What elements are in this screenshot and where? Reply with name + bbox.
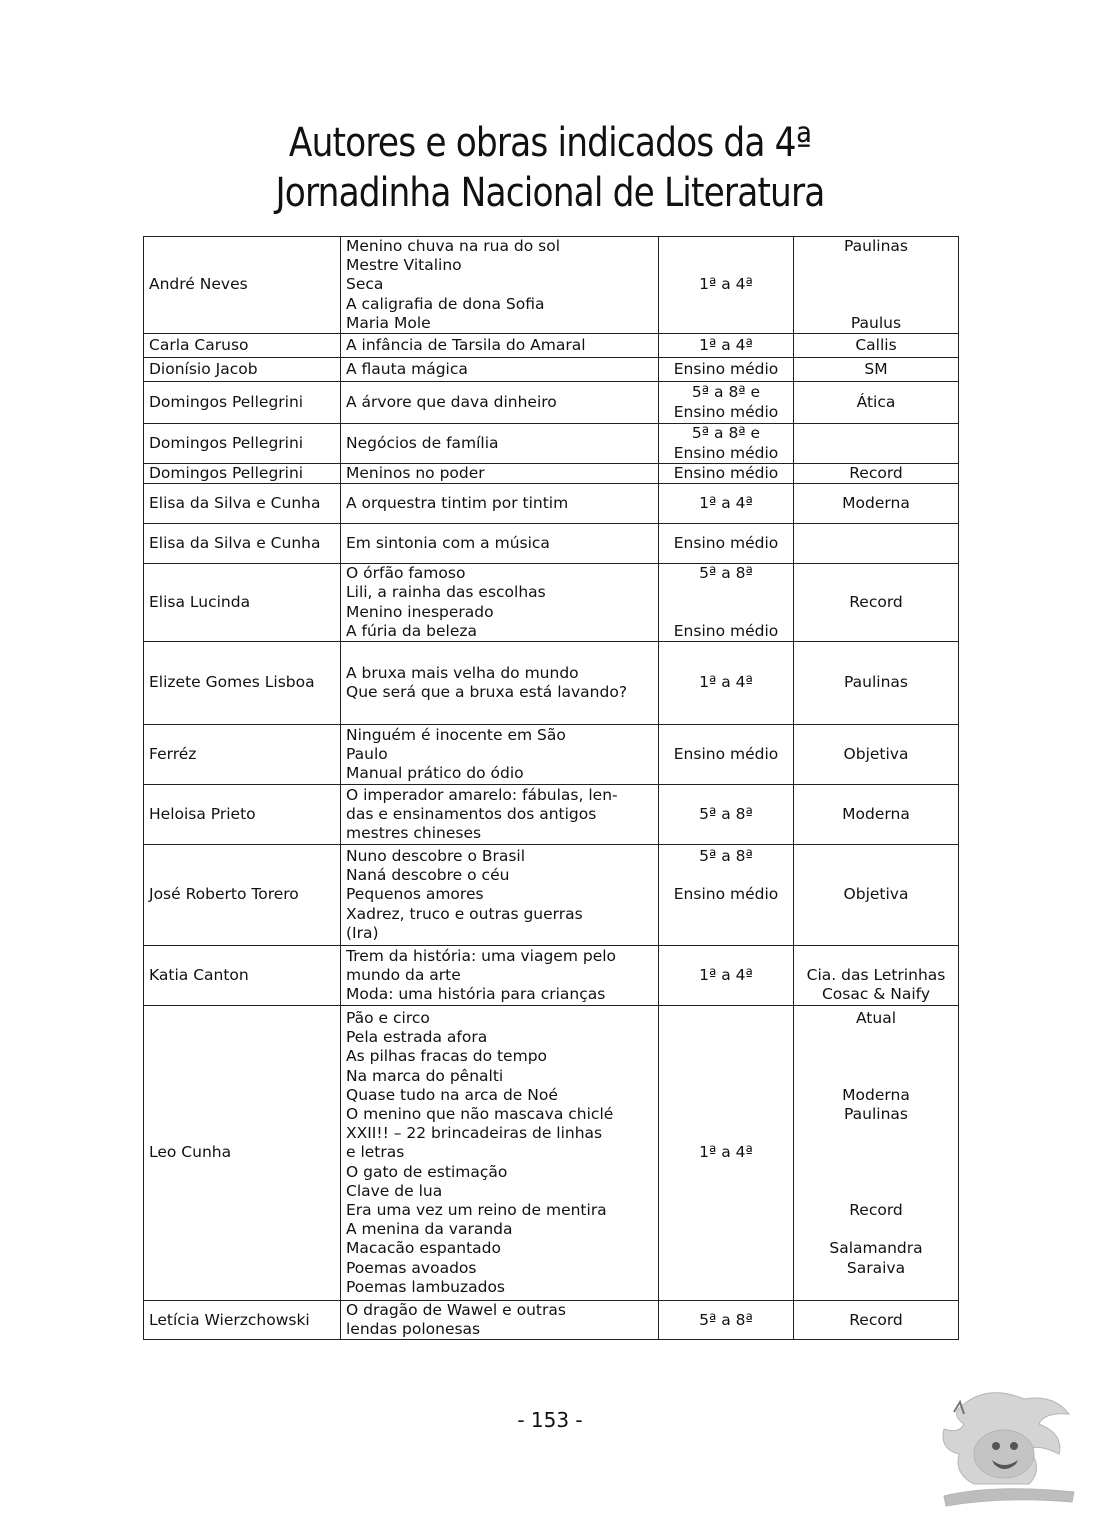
work-title-line: Mestre Vitalino (346, 256, 462, 275)
work-title-cell (341, 946, 659, 1006)
table-row (144, 484, 959, 524)
work-title-line: lendas polonesas (346, 1320, 481, 1339)
page-title (77, 118, 1023, 218)
publisher-line: Paulinas (844, 673, 908, 692)
author-cell (144, 382, 341, 424)
work-title-line: e letras (346, 1143, 405, 1162)
school-level-line: 5ª a 8ª (699, 564, 753, 583)
table-row (144, 642, 959, 725)
publisher-line: Paulinas (844, 237, 908, 255)
author-name: Leo Cunha (149, 1143, 232, 1162)
publisher-line: Objetiva (843, 744, 909, 763)
school-level-line: Ensino médio (673, 744, 779, 763)
publisher-cell (794, 382, 959, 424)
publisher-cell (794, 1006, 959, 1301)
publisher-cell (794, 946, 959, 1006)
publisher-cell (794, 725, 959, 785)
authors-table (143, 236, 959, 1340)
table-row (144, 1301, 959, 1340)
author-name: André Neves (149, 275, 248, 294)
publisher-cell (794, 524, 959, 564)
author-cell (144, 642, 341, 725)
school-level-cell (659, 785, 794, 845)
publisher-line (799, 1067, 953, 1086)
school-level-line (664, 924, 788, 943)
dragon-mascot-icon (934, 1384, 1084, 1509)
work-title-line: A flauta mágica (346, 359, 468, 378)
author-cell (144, 464, 341, 484)
work-title-line: O menino que não mascava chiclé (346, 1105, 614, 1124)
school-level-line: Ensino médio (673, 443, 779, 462)
publisher-line (799, 1163, 953, 1182)
work-title-line: XXII!! – 22 brincadeiras de linhas (346, 1124, 603, 1143)
work-title-line: O imperador amarelo: fábulas, len- (346, 785, 618, 804)
work-title-line: Poemas lambuzados (346, 1277, 506, 1296)
school-level-line: Ensino médio (673, 402, 779, 421)
work-title-cell (341, 785, 659, 845)
author-name: Elisa Lucinda (149, 593, 251, 612)
table-row (144, 564, 959, 642)
work-title-cell (341, 484, 659, 524)
school-level-cell (659, 464, 794, 484)
author-name: Elisa da Silva e Cunha (149, 534, 321, 553)
publisher-line: Salamandra (829, 1239, 923, 1258)
publisher-line (799, 295, 953, 314)
work-title-cell (341, 524, 659, 564)
school-level-cell (659, 1006, 794, 1301)
publisher-line: Record (849, 593, 903, 612)
publisher-cell (794, 358, 959, 382)
table-row (144, 334, 959, 358)
publisher-cell (794, 334, 959, 358)
author-name: Domingos Pellegrini (149, 464, 304, 483)
school-level-line: 1ª a 4ª (699, 335, 753, 354)
table-row (144, 464, 959, 484)
work-title-cell (341, 725, 659, 785)
school-level-cell (659, 845, 794, 946)
work-title-line: das e ensinamentos dos antigos (346, 804, 597, 823)
work-title-cell (341, 464, 659, 484)
work-title-cell (341, 237, 659, 334)
work-title-line: Ninguém é inocente em São (346, 725, 566, 744)
author-name: Heloisa Prieto (149, 804, 256, 823)
author-cell (144, 564, 341, 642)
publisher-line (799, 256, 953, 275)
publisher-cell (794, 424, 959, 464)
publisher-line: Moderna (842, 804, 910, 823)
publisher-cell (794, 564, 959, 642)
table-row (144, 845, 959, 946)
work-title-line: Em sintonia com a música (346, 534, 550, 553)
school-level-cell (659, 1301, 794, 1340)
school-level-line (664, 905, 788, 924)
page-number: - 153 - (517, 1408, 583, 1432)
work-title-cell (341, 358, 659, 382)
publisher-line: Saraiva (846, 1258, 906, 1277)
school-level-cell (659, 382, 794, 424)
author-cell (144, 237, 341, 334)
school-level-cell (659, 725, 794, 785)
page-title-line-2: Jornadinha Nacional de Literatura (275, 170, 825, 216)
author-name: Domingos Pellegrini (149, 433, 304, 452)
publisher-line: Paulus (850, 313, 902, 332)
publisher-line (799, 1278, 953, 1297)
work-title-cell (341, 334, 659, 358)
work-title-line: A orquestra tintim por tintim (346, 494, 569, 513)
publisher-line (799, 947, 953, 966)
work-title-line: Pela estrada afora (346, 1028, 488, 1047)
work-title-line: A infância de Tarsila do Amaral (346, 335, 586, 354)
author-name: Ferréz (149, 744, 197, 763)
table-row (144, 725, 959, 785)
school-level-cell (659, 484, 794, 524)
school-level-line: 1ª a 4ª (699, 275, 753, 294)
school-level-line: 1ª a 4ª (699, 494, 753, 513)
publisher-line: Record (849, 1201, 903, 1220)
author-cell (144, 725, 341, 785)
work-title-line: Naná descobre o céu (346, 866, 510, 885)
work-title-line: Menino chuva na rua do sol (346, 237, 561, 255)
author-name: Dionísio Jacob (149, 359, 258, 378)
work-title-line: mundo da arte (346, 965, 461, 984)
school-level-line: 5ª a 8ª e (691, 424, 761, 443)
school-level-cell (659, 946, 794, 1006)
publisher-line (799, 1028, 953, 1047)
author-cell (144, 334, 341, 358)
school-level-line: 5ª a 8ª (699, 847, 753, 866)
publisher-line: Moderna (842, 494, 910, 513)
work-title-cell (341, 1006, 659, 1301)
school-level-line: Ensino médio (673, 885, 779, 904)
work-title-line: Macacão espantado (346, 1239, 501, 1258)
work-title-line: Paulo (346, 744, 388, 763)
school-level-cell (659, 524, 794, 564)
work-title-cell (341, 642, 659, 725)
publisher-line: Callis (855, 335, 897, 354)
work-title-line: Xadrez, truco e outras guerras (346, 904, 583, 923)
author-cell (144, 785, 341, 845)
publisher-line (799, 534, 953, 553)
school-level-cell (659, 642, 794, 725)
school-level-line: 5ª a 8ª e (691, 383, 761, 402)
work-title-line: Menino inesperado (346, 602, 494, 621)
table-row (144, 424, 959, 464)
publisher-line (799, 1182, 953, 1201)
school-level-line: Ensino médio (673, 464, 779, 483)
work-title-line: Era uma vez um reino de mentira (346, 1201, 607, 1220)
publisher-line: Ática (856, 392, 896, 411)
publisher-line: SM (864, 359, 888, 378)
school-level-line: Ensino médio (673, 621, 779, 640)
author-name: Elizete Gomes Lisboa (149, 673, 315, 692)
author-name: Katia Canton (149, 965, 249, 984)
author-name: Letícia Wierzchowski (149, 1310, 310, 1329)
work-title-line: O gato de estimação (346, 1162, 508, 1181)
school-level-line (664, 603, 788, 622)
publisher-line (799, 1220, 953, 1239)
work-title-line: Maria Mole (346, 313, 431, 332)
work-title-line: A fúria da beleza (346, 621, 478, 640)
table-row (144, 358, 959, 382)
publisher-line (799, 1124, 953, 1143)
work-title-line: Que será que a bruxa está lavando? (346, 683, 628, 702)
work-title-line: Negócios de família (346, 433, 499, 452)
publisher-cell (794, 464, 959, 484)
publisher-line: Record (849, 464, 903, 483)
school-level-line: 5ª a 8ª (699, 804, 753, 823)
work-title-cell (341, 845, 659, 946)
work-title-line: Clave de lua (346, 1181, 443, 1200)
author-name: Carla Caruso (149, 335, 249, 354)
work-title-line: A caligrafia de dona Sofia (346, 294, 545, 313)
work-title-line: Trem da história: uma viagem pelo (346, 946, 617, 965)
school-level-cell (659, 237, 794, 334)
table-row (144, 524, 959, 564)
publisher-line (799, 434, 953, 453)
publisher-line (799, 1047, 953, 1066)
school-level-line: Ensino médio (673, 359, 779, 378)
school-level-line: 1ª a 4ª (699, 965, 753, 984)
publisher-cell (794, 484, 959, 524)
author-cell (144, 484, 341, 524)
publisher-line: Atual (855, 1009, 897, 1027)
work-title-line: Meninos no poder (346, 464, 485, 483)
work-title-line: Nuno descobre o Brasil (346, 847, 526, 866)
publisher-cell (794, 237, 959, 334)
author-cell (144, 845, 341, 946)
work-title-line: mestres chineses (346, 824, 482, 843)
table-row (144, 382, 959, 424)
publisher-cell (794, 785, 959, 845)
publisher-line: Cosac & Naify (821, 985, 931, 1004)
work-title-line: A bruxa mais velha do mundo (346, 663, 579, 682)
work-title-line: A menina da varanda (346, 1220, 513, 1239)
school-level-line (664, 583, 788, 602)
school-level-line: 5ª a 8ª (699, 1310, 753, 1329)
page-title-line-1: Autores e obras indicados da 4ª (288, 120, 812, 166)
work-title-line: Quase tudo na arca de Noé (346, 1085, 558, 1104)
school-level-line: 1ª a 4ª (699, 673, 753, 692)
school-level-cell (659, 564, 794, 642)
work-title-line: Seca (346, 275, 384, 294)
work-title-line: Poemas avoados (346, 1258, 477, 1277)
school-level-line: Ensino médio (673, 534, 779, 553)
school-level-cell (659, 358, 794, 382)
school-level-line (664, 866, 788, 885)
publisher-line: Record (849, 1310, 903, 1329)
school-level-cell (659, 424, 794, 464)
work-title-cell (341, 564, 659, 642)
work-title-line: Pequenos amores (346, 885, 484, 904)
table-row (144, 946, 959, 1006)
publisher-line: Paulinas (844, 1105, 908, 1124)
author-cell (144, 1006, 341, 1301)
work-title-line: Manual prático do ódio (346, 764, 524, 783)
author-cell (144, 946, 341, 1006)
work-title-line: As pilhas fracas do tempo (346, 1047, 548, 1066)
work-title-line: Lili, a rainha das escolhas (346, 583, 546, 602)
table-row (144, 1006, 959, 1301)
publisher-cell (794, 845, 959, 946)
work-title-line: Pão e circo (346, 1009, 430, 1027)
work-title-line: Na marca do pênalti (346, 1066, 504, 1085)
publisher-cell (794, 642, 959, 725)
publisher-line: Moderna (842, 1085, 910, 1104)
work-title-line: O dragão de Wawel e outras (346, 1301, 566, 1320)
author-cell (144, 524, 341, 564)
work-title-line: Moda: uma história para crianças (346, 985, 606, 1004)
work-title-cell (341, 382, 659, 424)
author-name: José Roberto Torero (149, 885, 299, 904)
work-title-cell (341, 424, 659, 464)
publisher-line (799, 275, 953, 294)
table-row (144, 237, 959, 334)
author-cell (144, 358, 341, 382)
publisher-line: Cia. das Letrinhas (806, 965, 946, 984)
publisher-line (799, 1143, 953, 1162)
author-cell (144, 424, 341, 464)
publisher-cell (794, 1301, 959, 1340)
author-name: Elisa da Silva e Cunha (149, 494, 321, 513)
work-title-line: O órfão famoso (346, 564, 466, 583)
author-name: Domingos Pellegrini (149, 392, 304, 411)
author-cell (144, 1301, 341, 1340)
work-title-line: (Ira) (346, 923, 379, 942)
table-row (144, 785, 959, 845)
work-title-line: A árvore que dava dinheiro (346, 392, 557, 411)
school-level-cell (659, 334, 794, 358)
publisher-line: Objetiva (843, 885, 909, 904)
school-level-line: 1ª a 4ª (699, 1143, 753, 1162)
work-title-cell (341, 1301, 659, 1340)
